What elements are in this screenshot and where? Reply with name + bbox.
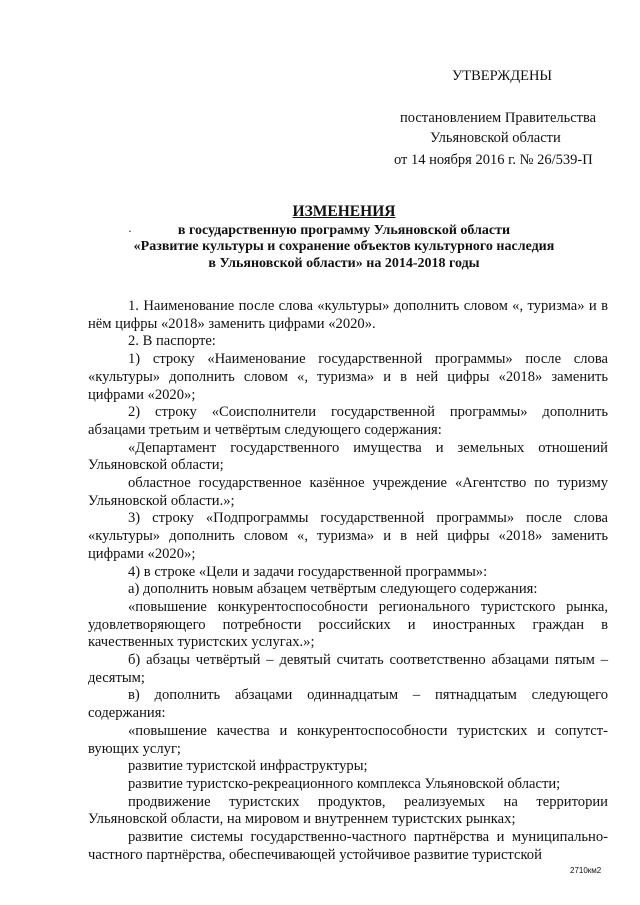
paragraph: 2. В паспорте: <box>128 333 216 350</box>
paragraph: б) абзацы четвёртый – девятый считать соответственно абзацами пятым – десятым; <box>88 652 608 686</box>
paragraph: «повышение качества и конкурентоспособности туристских и сопутст-вующих услуг; <box>88 722 608 757</box>
paragraph: областное государственное казённое учреждение «Агентство по туризму Ульяновской области.»; <box>88 475 608 509</box>
approval-heading: УТВЕРЖДЕНЫ <box>452 68 553 84</box>
stray-dot-mark: · <box>128 224 132 238</box>
paragraph: развитие туристско-рекреационного комплекса Ульяновской области; <box>128 775 561 792</box>
paragraph: а) дополнить новым абзацем четвёртым следующего содержания: <box>128 581 538 598</box>
title-heading: ИЗМЕНЕНИЯ <box>292 203 396 220</box>
title-line: в Ульяновской области» на 2014-2018 годы <box>208 255 480 271</box>
title-line: «Развитие культуры и сохранение объектов культурного наследия <box>133 239 555 254</box>
approval-date: от 14 ноября 2016 г. № 26/539-П <box>394 152 593 168</box>
approval-line: Ульяновской области <box>430 130 561 146</box>
document-body <box>88 298 608 865</box>
paragraph: «Департамент государственного имущества и земельных отношений Ульяновской области; <box>88 439 608 474</box>
paragraph: 4) в строке «Цели и задачи государственной программы»: <box>128 563 488 580</box>
title-line: в государственную программу Ульяновской области <box>177 222 511 238</box>
approval-line: постановлением Правительства <box>400 110 597 126</box>
document-title <box>88 204 600 272</box>
paragraph: развитие туристской инфраструктуры; <box>128 758 368 775</box>
paragraph: 1. Наименование после слова «культуры» дополнить словом «, туризма» и в нём цифры «2018» заменить цифрами «2020». <box>88 298 608 332</box>
paragraph: 2) строку «Соисполнители государственной программы» дополнить абзацами третьим и четвёртым следующего содержания: <box>88 404 608 438</box>
paragraph: развитие системы государственно-частного партнёрства и муниципально-частного партнёрства, обеспечивающей устойчивое развитие туристской <box>88 829 608 863</box>
paragraph: продвижение туристских продуктов, реализуемых на территории Ульяновской области, на мировом и внутреннем туристских рынках; <box>88 793 608 828</box>
approval-block <box>380 66 620 170</box>
paragraph: 3) строку «Подпрограммы государственной программы» после слова «культуры» дополнить словом «, туризма» и в ней цифры «2018» заменить цифрами «2020»; <box>88 510 608 562</box>
paragraph: «повышение конкурентоспособности регионального туристского рынка, удовлетворяющего потребности российских и иностранных граждан в качественных туристских услугах.»; <box>88 598 608 651</box>
paragraph: 1) строку «Наименование государственной программы» после слова «культуры» дополнить словом «, туризма» и в ней цифры «2018» заменить цифрами «2020»; <box>88 351 608 403</box>
paragraph: в) дополнить абзацами одиннадцатым – пятнадцатым следующего содержания: <box>88 687 608 722</box>
footer-code: 2710км2 <box>570 866 602 875</box>
